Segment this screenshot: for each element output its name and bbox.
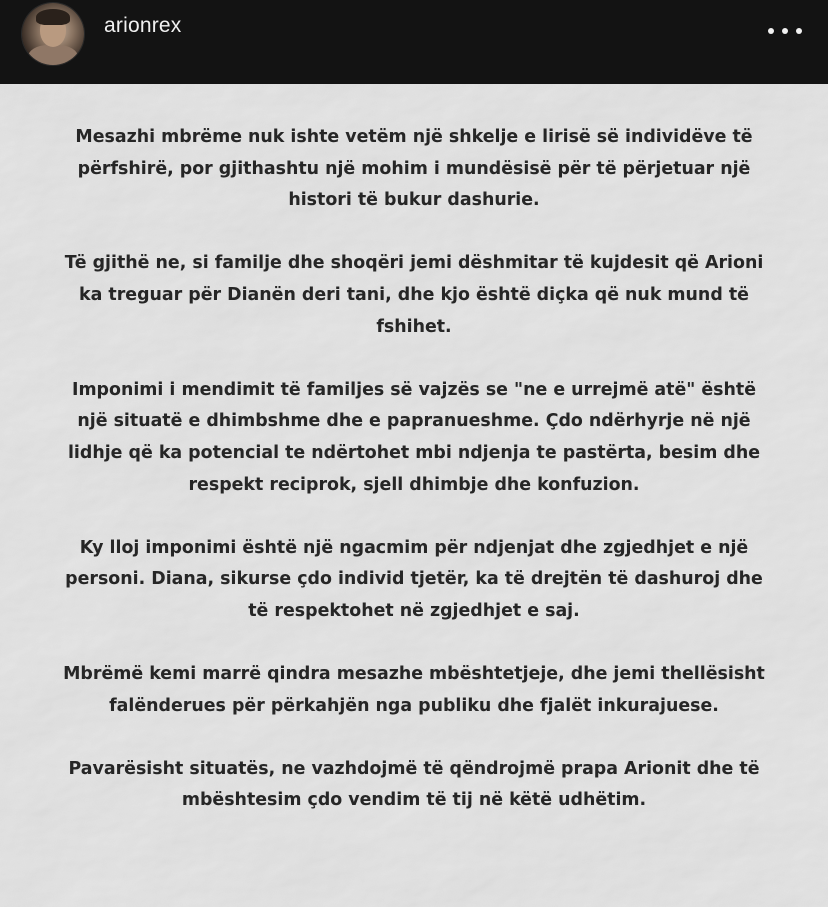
more-dot — [782, 28, 788, 34]
more-options-icon[interactable] — [768, 22, 802, 40]
more-dot — [768, 28, 774, 34]
post-caption-text — [60, 122, 768, 849]
username-link[interactable]: arionrex — [104, 14, 182, 37]
paragraph-4: Ky lloj imponimi është një ngacmim për ndjenjat dhe zgjedhjet e një personi. Diana, sikurse çdo individ tjetër, ka të drejtën të dashuroj dhe të respektohet në zgjedhjet e saj. — [65, 537, 763, 621]
avatar-hair — [36, 9, 70, 25]
post-image[interactable] — [0, 84, 828, 907]
post-header — [0, 0, 828, 84]
paragraph-2: Të gjithë ne, si familje dhe shoqëri jemi dëshmitar të kujdesit që Arioni ka treguar për Dianën deri tani, dhe kjo është diçka që nuk mund të fshihet. — [64, 253, 764, 337]
paragraph-6: Pavarësisht situatës, ne vazhdojmë të qëndrojmë prapa Arionit dhe të mbështesim çdo vendim të tij në këtë udhëtim. — [68, 758, 760, 811]
more-dot — [796, 28, 802, 34]
paragraph-3: Imponimi i mendimit të familjes së vajzës se "ne e urrejmë atë" është një situatë e dhimbshme dhe e papranueshme. Çdo ndërhyrje në një lidhje që ka potencial te ndërtohet mbi ndjenja te pastërta, besim dhe respekt reciprok, sjell dhimbje dhe konfuzion. — [67, 379, 761, 495]
profile-avatar[interactable] — [22, 3, 84, 65]
paragraph-1: Mesazhi mbrëme nuk ishte vetëm një shkelje e lirisë së individëve të përfshirë, por gjithashtu një mohim i mundësisë për të përjetuar një histori të bukur dashurie. — [75, 127, 753, 211]
paragraph-5: Mbrëmë kemi marrë qindra mesazhe mbështetjeje, dhe jemi thellësisht falënderues për përkahjën nga publiku dhe fjalët inkurajuese. — [63, 664, 765, 716]
avatar-body — [28, 45, 78, 65]
